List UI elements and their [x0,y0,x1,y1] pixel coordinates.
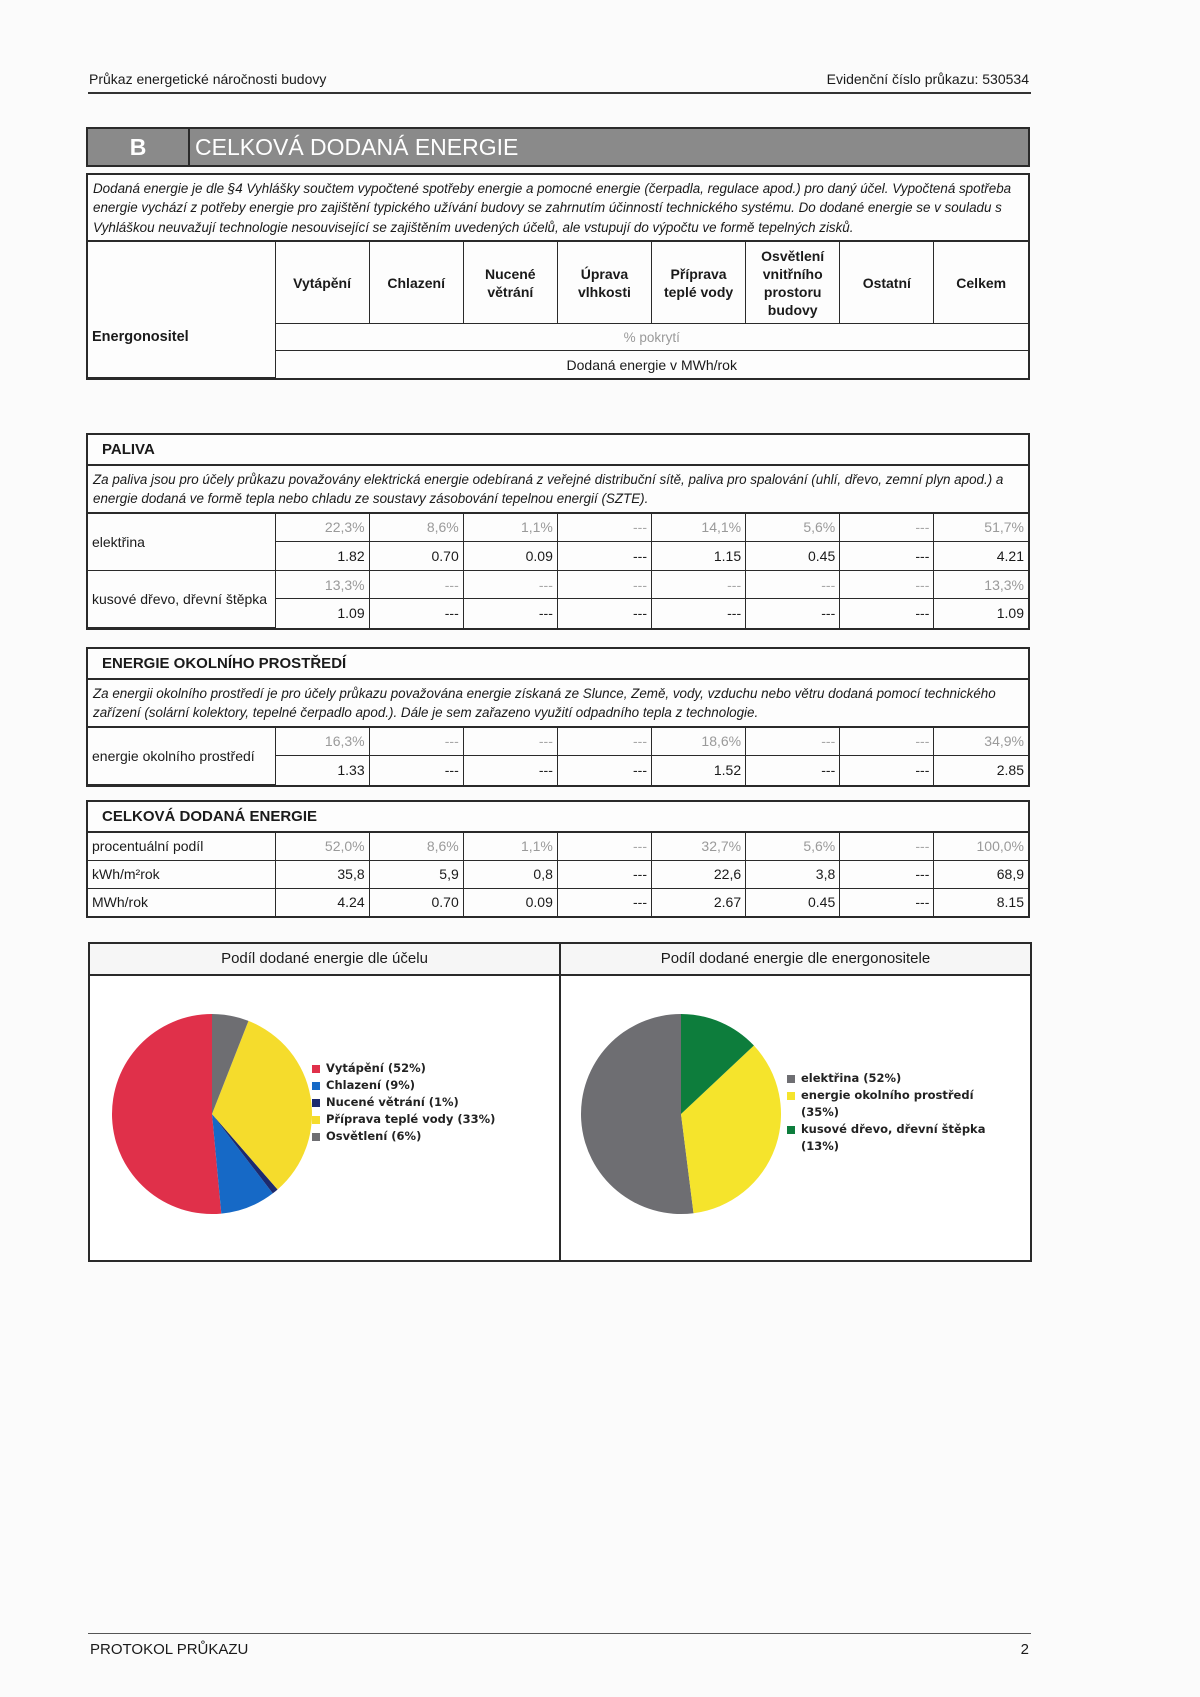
legend-label: Osvětlení (6%) [326,1129,422,1143]
legend-swatch-icon [787,1092,795,1100]
legend-label: kusové dřevo, dřevní štěpka (13%) [801,1122,986,1153]
value-cell: --- [746,599,840,628]
pct-cell: --- [746,728,840,756]
pct-coverage-label: % pokrytí [275,324,1028,351]
value-cell: --- [463,599,557,628]
value-cell: 5,9 [369,860,463,888]
value-cell: 3,8 [746,860,840,888]
pct-cell: 5,6% [746,514,840,542]
value-cell: 1.33 [275,756,369,785]
pie-slice [581,1014,694,1214]
section-letter: B [88,129,190,165]
page-number: 2 [1020,1641,1029,1658]
value-cell: 1.82 [275,542,369,571]
table-row [88,514,1028,542]
value-cell: --- [557,888,651,916]
legend-label: Příprava teplé vody (33%) [326,1112,496,1126]
legend-item [312,1111,495,1128]
legend-label: Chlazení (9%) [326,1078,415,1092]
pct-cell: 14,1% [652,514,746,542]
pct-cell: 13,3% [275,571,369,599]
pct-cell: 51,7% [934,514,1028,542]
pct-cell: --- [557,514,651,542]
col-header-vytapeni: Vytápění [275,242,369,324]
value-cell: --- [840,542,934,571]
chart-carrier-panel [559,944,1030,1260]
legend-carrier [787,1070,1007,1155]
pct-cell: 52,0% [275,833,369,860]
pct-cell: 8,6% [369,833,463,860]
okolni-title: ENERGIE OKOLNÍHO PROSTŘEDÍ [88,649,1028,680]
value-cell: --- [557,756,651,785]
value-cell: 2.67 [652,888,746,916]
value-cell: 68,9 [934,860,1028,888]
pct-cell: 34,9% [934,728,1028,756]
pct-cell: 8,6% [369,514,463,542]
legend-swatch-icon [312,1082,320,1090]
delivered-energy-unit-label: Dodaná energie v MWh/rok [275,351,1028,378]
value-cell: 0.70 [369,888,463,916]
col-header-uprava-vlhkosti: Úprava vlhkosti [557,242,651,324]
legend-item [787,1087,1007,1121]
legend-item [312,1077,495,1094]
value-cell: 4.21 [934,542,1028,571]
value-cell: 8.15 [934,888,1028,916]
value-cell: 1.52 [652,756,746,785]
legend-swatch-icon [312,1065,320,1073]
value-cell: 0.45 [746,542,840,571]
row-label-elektrina: elektřina [88,514,275,571]
pct-cell: --- [840,514,934,542]
pct-cell: 1,1% [463,833,557,860]
section-title-bar [86,127,1030,167]
chart-purpose-title: Podíl dodané energie dle účelu [90,944,559,976]
value-cell: --- [557,542,651,571]
value-cell: --- [369,599,463,628]
table-row [88,571,1028,599]
legend-label: elektřina (52%) [801,1071,902,1085]
pie-slice [112,1014,221,1214]
pct-cell: 16,3% [275,728,369,756]
legend-swatch-icon [312,1116,320,1124]
paliva-description: Za paliva jsou pro účely průkazu považovány elektrická energie odebíraná z veřejné distribuční sítě, paliva pro spalování (uhlí, dřevo, zemní plyn apod.) a energie dodaná ve formě tepla nebo chladu ze soustavy zásobování tepelnou energií (SZTE). [88,466,1028,514]
pct-cell: 18,6% [652,728,746,756]
okolni-table [88,728,1028,786]
pie-chart-carrier [575,1008,787,1220]
value-cell: --- [369,756,463,785]
delivered-energy-header-box [86,173,1030,380]
page-header [88,68,1031,94]
col-header-ostatni: Ostatní [840,242,934,324]
value-cell: 4.24 [275,888,369,916]
legend-swatch-icon [312,1133,320,1141]
legend-label: Vytápění (52%) [326,1061,426,1075]
pct-cell: --- [840,833,934,860]
pct-cell: --- [746,571,840,599]
value-cell: 1.09 [275,599,369,628]
pct-cell: 100,0% [934,833,1028,860]
legend-item [787,1121,1007,1155]
chart-purpose-panel [90,944,559,1260]
table-row [88,888,1028,916]
pct-cell: --- [840,728,934,756]
paliva-section [86,433,1030,630]
value-cell: 0.09 [463,888,557,916]
value-cell: --- [557,599,651,628]
document-title: Průkaz energetické náročnosti budovy [89,71,327,87]
row-label-energie-okolniho-prostredi: energie okolního prostředí [88,728,275,785]
col-header-celkem: Celkem [934,242,1028,324]
table-row [88,833,1028,860]
value-cell: --- [840,860,934,888]
pct-cell: --- [557,728,651,756]
paliva-title: PALIVA [88,435,1028,466]
table-row [88,860,1028,888]
pct-cell: --- [369,571,463,599]
pct-cell: 32,7% [652,833,746,860]
energonositel-label: Energonositel [88,242,275,378]
col-header-osvetleni: Osvětlení vnitřního prostoru budovy [746,242,840,324]
legend-purpose [312,1060,495,1145]
pie-chart-purpose [106,1008,318,1220]
value-cell: 0.70 [369,542,463,571]
row-label-procentualni-podil: procentuální podíl [88,833,275,860]
legend-item [312,1060,495,1077]
celkova-table [88,833,1028,916]
col-header-nucene-vetrani: Nucené větrání [463,242,557,324]
pct-cell: --- [652,571,746,599]
section-title: CELKOVÁ DODANÁ ENERGIE [195,133,519,160]
value-cell: 2.85 [934,756,1028,785]
value-cell: 1.09 [934,599,1028,628]
okolni-description: Za energii okolního prostředí je pro účely průkazu považována energie získaná ze Slunce, Země, vody, vzduchu nebo větru dodaná pomocí technického zařízení (solární kolektory, tepelné čerpadlo apod.). Dále je sem zařazeno využití odpadního tepla z technologie. [88,680,1028,728]
pct-cell: --- [463,728,557,756]
legend-item [312,1128,495,1145]
intro-text: Dodaná energie je dle §4 Vyhlášky součtem vypočtené spotřeby energie a pomocné energie (čerpadla, regulace apod.) pro daný účel. Vypočtená spotřeba energie vychází z potřeby energie pro zajištění typického užívání budovy se zahrnutím účinností technického systému. Do dodané energie se v souladu s Vyhláškou neuvažují technologie nesouvisející se zajištěním uvedených účelů, ale vstupují do výpočtu ve formě tepelných zisků. [88,175,1028,242]
value-cell: --- [557,860,651,888]
paliva-table [88,514,1028,629]
value-cell: --- [840,599,934,628]
value-cell: --- [652,599,746,628]
pct-cell: 22,3% [275,514,369,542]
value-cell: 0,8 [463,860,557,888]
legend-label: energie okolního prostředí (35%) [801,1088,974,1119]
column-header-table [88,242,1028,379]
value-cell: --- [746,756,840,785]
celkova-title: CELKOVÁ DODANÁ ENERGIE [88,802,1028,833]
value-cell: 1.15 [652,542,746,571]
pct-cell: 5,6% [746,833,840,860]
value-cell: 22,6 [652,860,746,888]
pct-cell: --- [463,571,557,599]
pct-cell: --- [557,571,651,599]
col-header-chlazeni: Chlazení [369,242,463,324]
value-cell: 0.45 [746,888,840,916]
row-label-mwh-rok: MWh/rok [88,888,275,916]
value-cell: --- [463,756,557,785]
legend-label: Nucené větrání (1%) [326,1095,459,1109]
legend-item [787,1070,1007,1087]
pct-cell: --- [369,728,463,756]
certificate-number: Evidenční číslo průkazu: 530534 [826,71,1029,87]
charts-container [88,942,1032,1262]
pct-cell: --- [840,571,934,599]
celkova-section [86,800,1030,918]
value-cell: --- [840,756,934,785]
footer-label: PROTOKOL PRŮKAZU [90,1641,249,1658]
pct-cell: 1,1% [463,514,557,542]
legend-swatch-icon [787,1126,795,1134]
legend-item [312,1094,495,1111]
table-row [88,728,1028,756]
value-cell: 0.09 [463,542,557,571]
row-label-kusove-drevo: kusové dřevo, dřevní štěpka [88,571,275,628]
pct-cell: --- [557,833,651,860]
page-footer [88,1633,1031,1658]
value-cell: --- [840,888,934,916]
okolni-section [86,647,1030,787]
value-cell: 35,8 [275,860,369,888]
legend-swatch-icon [787,1075,795,1083]
pct-cell: 13,3% [934,571,1028,599]
chart-carrier-title: Podíl dodané energie dle energonositele [561,944,1030,976]
legend-swatch-icon [312,1099,320,1107]
col-header-priprava-teple-vody: Příprava teplé vody [652,242,746,324]
row-label-kwh-m2-rok: kWh/m²rok [88,860,275,888]
